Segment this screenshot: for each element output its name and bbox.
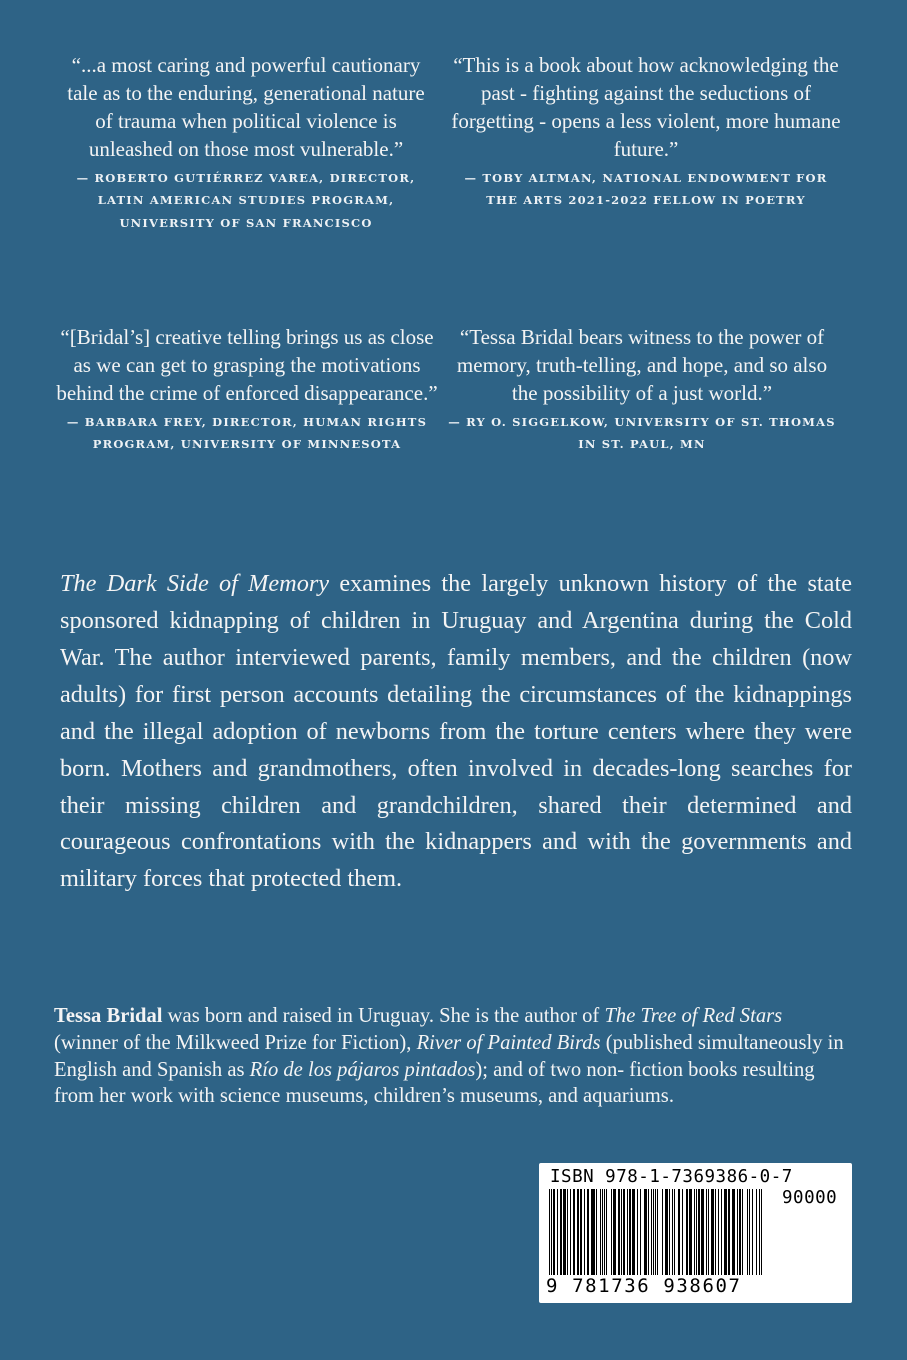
barcode-bar [591,1189,595,1275]
blurb-attribution: — BARBARA FREY, DIRECTOR, HUMAN RIGHTS PROGRAM, UNIVERSITY OF MINNESOTA [66,414,428,452]
barcode-bar [560,1189,562,1275]
description-text: examines the largely unknown history of the state sponsored kidnapping of children in Uruguay and Argentina during the Cold War. The author interviewed parents, family members, and the children (now adults) for first person accounts detailing the circumstances of the kidnappings and the illegal adoption of newborns from the torture centers where they were born. Mothers and grandmothers, often involved in decades-long searches for their missing children and grandchildren, shared their determined and courageous confrontations with the kidnappers and with the governments and military forces that protected them. [60,570,852,893]
barcode-bar [587,1189,589,1275]
barcode-bar [759,1189,760,1275]
barcode-bar [653,1189,654,1275]
barcode-bar [711,1189,714,1275]
barcode-bar [570,1189,571,1275]
barcode-bar [752,1189,753,1275]
barcode-bar [580,1189,582,1275]
barcode-bar [678,1189,680,1275]
barcode-bar [557,1189,558,1275]
barcode-bar [686,1189,688,1275]
barcode-bar [596,1189,597,1275]
bio-book-title: River of Painted Birds [416,1031,601,1054]
barcode-bar [696,1189,697,1275]
barcode-bar [553,1189,555,1275]
barcode-bar [627,1189,628,1275]
barcode-bar [665,1189,668,1275]
blurb-2 [450,52,842,212]
barcode-bar [662,1189,663,1275]
barcode-bar [623,1189,625,1275]
blurb-4 [448,324,836,456]
ean-digits: 9 781736 938607 [546,1275,742,1297]
barcode-bar [644,1189,647,1275]
barcode-bar [600,1189,601,1275]
blurb-attribution: — RY O. SIGGELKOW, UNIVERSITY OF ST. THOMAS IN ST. PAUL, MN [448,414,836,452]
barcode-bar [573,1189,575,1275]
barcode-bar [682,1189,683,1275]
author-name: Tessa Bridal [54,1005,163,1027]
bio-text: was born and raised in Uruguay. She is the author of [162,1005,605,1027]
barcode-bar [632,1189,635,1275]
barcode-bar [708,1189,709,1275]
barcode-bar [737,1189,738,1275]
barcode-bar [701,1189,704,1275]
barcode-bar [749,1189,750,1275]
barcode-bar [742,1189,743,1275]
barcode-bar [732,1189,735,1275]
barcode-bar [549,1189,550,1275]
barcode-bar [674,1189,675,1275]
barcode-bar [551,1189,552,1275]
barcode-bar [672,1189,673,1275]
blurb-attribution: — ROBERTO GUTIÉRREZ VAREA, DIRECTOR, LATIN AMERICAN STUDIES PROGRAM, UNIVERSITY OF SAN FRANCISCO [76,170,416,230]
barcode-bar [756,1189,757,1275]
barcode-bar [606,1189,607,1275]
book-description [60,566,852,898]
barcode-bar [655,1189,656,1275]
bio-book-title: Río de los pájaros pintados [249,1058,476,1081]
barcode-bar [563,1189,566,1275]
bio-text: (published simultaneously in English and Spanish as [54,1031,844,1081]
barcode-bar [718,1189,719,1275]
barcode-bar [728,1189,730,1275]
barcode-bar [724,1189,727,1275]
barcode-bar [694,1189,695,1275]
barcode-bar [637,1189,638,1275]
isbn-barcode [539,1163,852,1303]
blurb-3 [52,324,442,456]
blurb-attribution: — TOBY ALTMAN, NATIONAL ENDOWMENT FOR THE ARTS 2021-2022 FELLOW IN POETRY [464,170,828,208]
barcode-bar [618,1189,620,1275]
barcode-bar [621,1189,622,1275]
barcode-bar [604,1189,605,1275]
isbn-label: ISBN 978-1-7369386-0-7 [550,1167,793,1187]
barcode-bars [549,1189,777,1277]
barcode-bar [567,1189,568,1275]
barcode-bar [706,1189,707,1275]
blurb-quote: “Tessa Bridal bears witness to the power of memory, truth-telling, and hope, and so also the possibility of a just world.” [456,325,828,405]
barcode-bar [689,1189,692,1275]
author-bio [54,1003,846,1110]
bio-book-title: The Tree of Red Stars [604,1005,783,1027]
barcode-bar [611,1189,612,1275]
barcode-bar [698,1189,700,1275]
barcode-bar [657,1189,658,1275]
blurb-quote: “[Bridal’s] creative telling brings us as close as we can get to grasping the motivations behind the crime of enforced disappearance.” [56,325,438,405]
barcode-bar [648,1189,649,1275]
barcode-bar [602,1189,603,1275]
barcode-bar [584,1189,585,1275]
barcode-bar [715,1189,716,1275]
blurb-quote: “This is a book about how acknowledging the past - fighting against the seductions of forgetting - opens a less violent, more humane future.” [451,53,841,161]
bio-text: (winner of the Milkweed Prize for Fiction), [54,1031,417,1054]
barcode-bar [739,1189,741,1275]
barcode-bar [629,1189,631,1275]
barcode-bar [747,1189,748,1275]
bio-text: ); and of two non- fiction books resulting from her work with science museums, children’s museums, and aquariums. [54,1058,815,1108]
book-title: The Dark Side of Memory [60,570,330,597]
barcode-bar [651,1189,652,1275]
barcode-bar [669,1189,670,1275]
blurb-1 [58,52,434,234]
barcode-bar [721,1189,722,1275]
barcode-bar [613,1189,616,1275]
price-code: 90000 [782,1188,838,1208]
barcode-bar [640,1189,641,1275]
barcode-bar [577,1189,579,1275]
blurb-quote: “...a most caring and powerful cautionary tale as to the enduring, generational nature of trauma when political violence is unleashed on those most vulnerable.” [67,53,425,161]
barcode-bar [761,1189,762,1275]
